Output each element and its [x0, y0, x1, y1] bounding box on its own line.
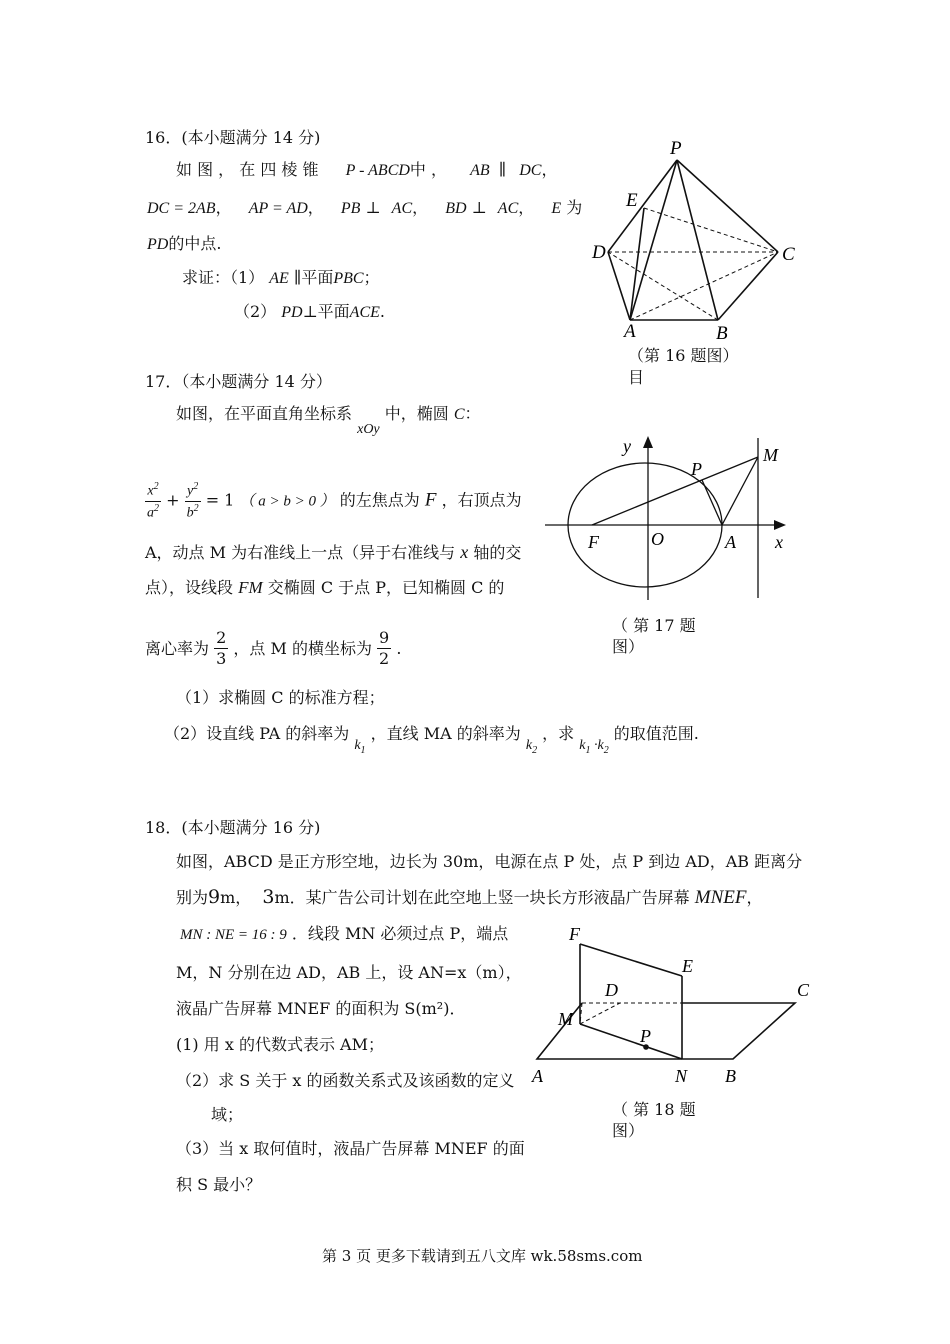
label-p: P: [640, 1026, 651, 1046]
edge-pa: [630, 160, 677, 320]
problem-18-line-1: 如图，ABCD 是正方形空地，边长为 30m，电源在点 P 处，点 P 到边 AD，AB 距离分: [176, 852, 803, 871]
label-c: C: [782, 244, 795, 265]
hidden-bd: [608, 252, 718, 320]
page-footer: 第 3 页 更多下载请到五八文库 wk.58sms.com: [322, 1247, 643, 1265]
problem-18-question-2-cont: 域；: [211, 1105, 244, 1124]
label-a: A: [532, 1066, 543, 1086]
problem-16-line-1: 如 图 ， 在 四 棱 锥 P - ABCD中 ， AB ∥ DC，: [176, 160, 558, 179]
label-e: E: [626, 190, 638, 211]
figure-18-caption: （ 第 18 题: [612, 1100, 696, 1119]
problem-16-line-3: PD的中点.: [147, 234, 222, 253]
problem-18-question-2: （2）求 S 关于 x 的函数关系式及该函数的定义: [176, 1071, 515, 1090]
label-a: A: [624, 321, 636, 342]
eccentricity-fraction: $\frac{2}{3}$: [216, 628, 227, 668]
x-axis-arrow: [774, 520, 786, 530]
segment-pa: [702, 480, 722, 525]
figure-17-ellipse: [540, 430, 800, 605]
problem-16-question-2: （2） PD⊥平面ACE.: [234, 302, 385, 321]
label-a: A: [725, 532, 736, 552]
figure-17-caption: （ 第 17 题: [612, 616, 696, 635]
problem-17-line-1: 如图，在平面直角坐标系 xOy 中，椭圆 C：: [176, 404, 481, 437]
label-e: E: [682, 956, 693, 976]
problem-16-line-2: DC = 2AB， AP = AD， PB ⊥ AC， BD ⊥ AC， E 为: [147, 198, 583, 217]
edge-pd: [608, 160, 677, 252]
figure-16-pyramid: [580, 130, 810, 365]
square-abcd-visible: [537, 1003, 795, 1059]
label-p: P: [670, 138, 682, 159]
problem-16-heading: 16．(本小题满分 14 分): [145, 128, 321, 147]
label-c: C: [797, 980, 810, 1000]
label-b: B: [725, 1066, 736, 1086]
label-o: O: [651, 529, 664, 549]
problem-17-question-1: （1）求椭圆 C 的标准方程；: [176, 688, 385, 707]
problem-18-question-3-cont: 积 S 最小？: [176, 1175, 262, 1194]
problem-17-heading: 17．（本小题满分 14 分）: [145, 372, 332, 391]
y-axis-arrow: [643, 436, 653, 448]
m-abscissa-fraction: $\frac{9}{2}$: [379, 628, 390, 668]
problem-18-line-5: 液晶广告屏幕 MNEF 的面积为 S(m²)．: [176, 999, 466, 1018]
label-n: N: [675, 1066, 688, 1086]
label-d: D: [592, 242, 606, 263]
fraction-y-over-b: $\frac{y^2}{b^2}$: [186, 481, 199, 521]
label-f: F: [569, 924, 580, 944]
problem-17-line-4: 点），设线段 FM 交椭圆 C 于点 P，已知椭圆 C 的: [145, 578, 505, 597]
label-b: B: [716, 323, 728, 344]
edge-da: [608, 252, 630, 320]
problem-18-line-4: M，N 分别在边 AD，AB 上，设 AN=x（m），: [176, 963, 522, 982]
segment-mn: [580, 1024, 682, 1059]
segment-ma: [722, 457, 758, 525]
fraction-x-over-a: $\frac{x^2}{a^2}$: [147, 481, 159, 521]
problem-17-question-2: （2）设直线 PA 的斜率为 $k_1$ ，直线 MA 的斜率为 $k_2$ ，求 $k_1 \cdot k_2$ 的取值范围.: [164, 724, 699, 756]
screen-fe: [580, 944, 682, 976]
problem-17-line-3: A，动点 M 为右准线上一点（异于右准线与 x 轴的交: [145, 542, 522, 562]
edge-ae: [630, 208, 644, 320]
hidden-ec: [644, 208, 778, 252]
problem-17-line-5: 离心率为 $\frac{2}{3}$ ，点 M 的横坐标为 $\frac{9}{2}$ .: [145, 628, 402, 668]
label-y: y: [623, 436, 631, 456]
label-m: M: [558, 1009, 573, 1029]
hidden-md: [580, 1003, 620, 1024]
label-x: x: [775, 532, 783, 552]
label-d: D: [605, 980, 618, 1000]
problem-18-line-3: MN : NE = 16 : 9 ．线段 MN 必须过点 P，端点: [180, 924, 509, 943]
problem-18-line-2: 别为9m， 3m．某广告公司计划在此空地上竖一块长方形液晶广告屏幕 MNEF，: [176, 886, 763, 908]
edge-bc: [718, 252, 778, 320]
problem-18-heading: 18．(本小题满分 16 分): [145, 818, 321, 837]
problem-18-question-3: （3）当 x 取何值时，液晶广告屏幕 MNEF 的面: [176, 1139, 525, 1158]
figure-17-caption-extra: 图）: [612, 637, 645, 656]
figure-16-caption-extra: 目: [628, 368, 645, 387]
label-f: F: [588, 532, 599, 552]
problem-18-question-1: (1) 用 x 的代数式表示 AM；: [176, 1035, 384, 1054]
label-p: P: [691, 459, 702, 479]
figure-18-screen: [525, 920, 825, 1090]
edge-pc: [677, 160, 778, 252]
label-m: M: [763, 445, 778, 465]
figure-16-caption: （第 16 题图）: [628, 346, 739, 365]
problem-16-question-1: 求证：（1） AE ∥平面PBC；: [182, 268, 380, 287]
ellipse-equation-line: $\frac{x^2}{a^2}$ + $\frac{y^2}{b^2}$ = 1 （ a > b > 0 ） 的左焦点为 F ，右顶点为: [147, 481, 522, 521]
figure-18-caption-extra: 图）: [612, 1121, 645, 1140]
